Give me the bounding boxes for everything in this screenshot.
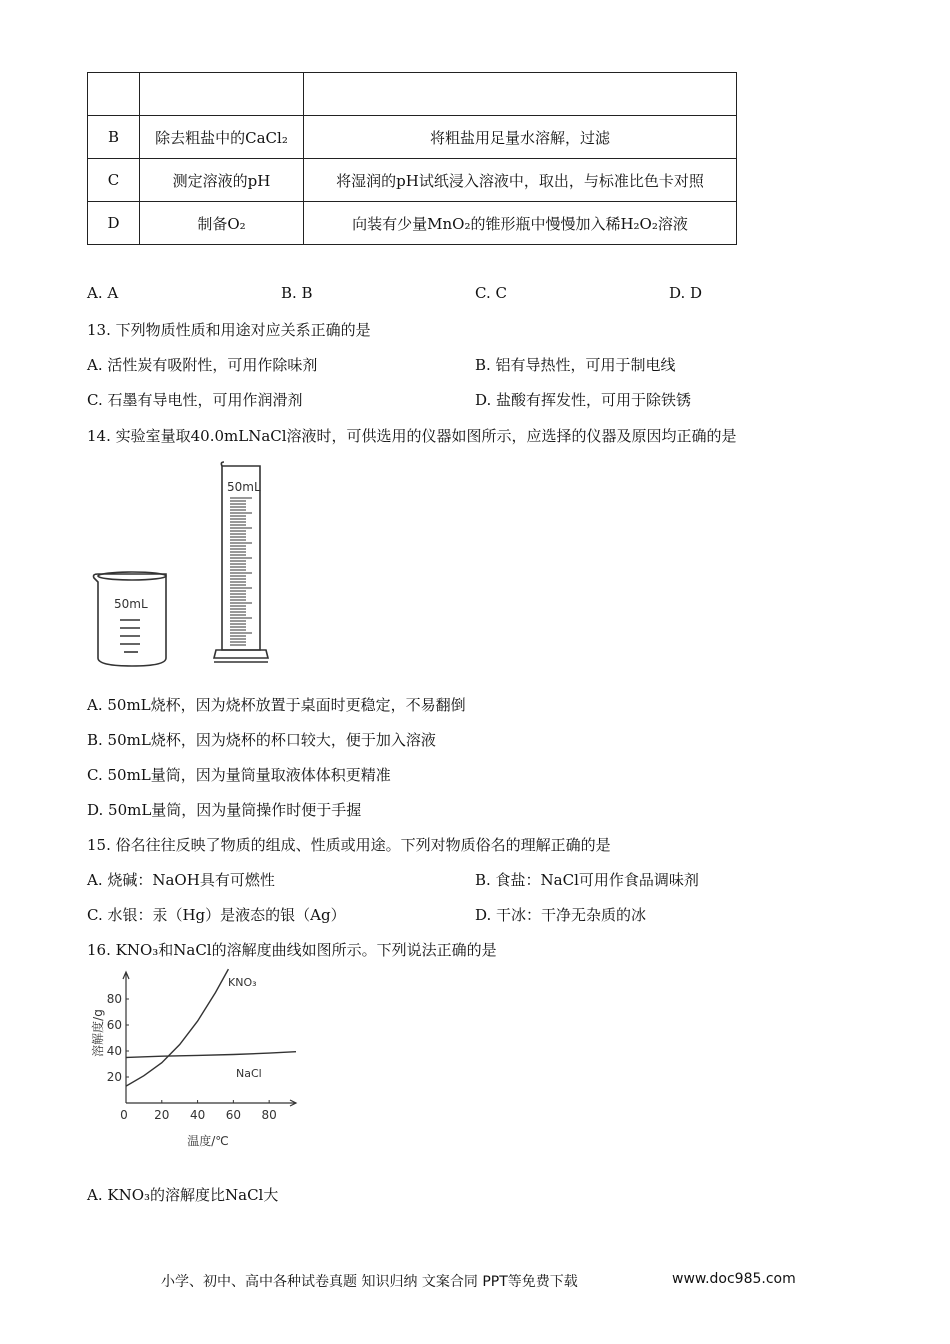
q15-option-c: C. 水银：汞（Hg）是液态的银（Ag） [87, 906, 346, 924]
solubility-chart [86, 968, 306, 1153]
lab-instruments-figure [88, 458, 308, 670]
x-tick-label: 80 [261, 1108, 277, 1122]
table-row [88, 159, 737, 202]
table-cell-label: C [88, 159, 140, 202]
cylinder-label: 50mL [227, 480, 261, 494]
table-cell-label: D [88, 202, 140, 245]
x-tick-label: 20 [154, 1108, 170, 1122]
q13-option-b: B. 铝有导热性，可用于制电线 [475, 356, 676, 374]
y-tick-label: 80 [106, 992, 122, 1006]
q15-option-b: B. 食盐：NaCl可用作食品调味剂 [475, 871, 699, 889]
table-cell-purpose: 测定溶液的pH [140, 159, 304, 202]
series-line-kno3 [126, 969, 228, 1086]
table-cell-label [88, 73, 140, 116]
q14-option-c: C. 50mL量筒，因为量筒量取液体体积更精准 [87, 766, 391, 784]
table-cell-method: 将粗盐用足量水溶解，过滤 [304, 116, 737, 159]
y-tick-label: 20 [106, 1070, 122, 1084]
table-cell-purpose: 制备O₂ [140, 202, 304, 245]
q16-stem: 16. KNO₃和NaCl的溶解度曲线如图所示。下列说法正确的是 [87, 941, 497, 959]
table-cell-purpose: 除去粗盐中的CaCl₂ [140, 116, 304, 159]
legend-label-nacl: NaCl [236, 1067, 262, 1080]
x-tick-label: 60 [225, 1108, 242, 1122]
q12-option-b: B. B [281, 284, 313, 302]
question-table [87, 72, 737, 245]
q15-option-d: D. 干冰：干净无杂质的冰 [475, 906, 647, 924]
y-tick-label: 40 [106, 1044, 122, 1058]
q12-option-a: A. A [87, 284, 119, 302]
q16-option-a: A. KNO₃的溶解度比NaCl大 [87, 1186, 279, 1204]
q13-stem: 13. 下列物质性质和用途对应关系正确的是 [87, 321, 371, 339]
q14-option-d: D. 50mL量筒，因为量筒操作时便于手握 [87, 801, 362, 819]
q14-option-b: B. 50mL烧杯，因为烧杯的杯口较大，便于加入溶液 [87, 731, 436, 749]
x-tick-label: 40 [189, 1108, 206, 1122]
q13-option-c: C. 石墨有导电性，可用作润滑剂 [87, 391, 303, 409]
footer-url[interactable]: www.doc985.com [672, 1271, 796, 1287]
y-axis-label: 溶解度/g [91, 1009, 105, 1057]
table-row [88, 116, 737, 159]
x-axis-label: 温度/℃ [187, 1134, 229, 1148]
q14-option-a: A. 50mL烧杯，因为烧杯放置于桌面时更稳定，不易翻倒 [87, 696, 466, 714]
q13-option-a: A. 活性炭有吸附性，可用作除味剂 [87, 356, 318, 374]
table-cell-method: 将湿润的pH试纸浸入溶液中，取出，与标准比色卡对照 [304, 159, 737, 202]
table-cell-purpose [140, 73, 304, 116]
footer-text: 小学、初中、高中各种试卷真题 知识归纳 文案合同 PPT等免费下载 [161, 1274, 578, 1290]
q12-option-c: C. C [475, 284, 507, 302]
beaker-label: 50mL [114, 597, 148, 611]
table-cell-method: 向装有少量MnO₂的锥形瓶中慢慢加入稀H₂O₂溶液 [304, 202, 737, 245]
table-cell-method [304, 73, 737, 116]
x-tick-label: 0 [120, 1108, 128, 1122]
q12-option-d: D. D [669, 284, 703, 302]
q13-option-d: D. 盐酸有挥发性，可用于除铁锈 [475, 391, 692, 409]
table-cell-label: B [88, 116, 140, 159]
q14-stem: 14. 实验室量取40.0mLNaCl溶液时，可供选用的仪器如图所示，应选择的仪器及原因均正确的是 [87, 427, 737, 445]
q15-stem: 15. 俗名往往反映了物质的组成、性质或用途。下列对物质俗名的理解正确的是 [87, 836, 611, 854]
beaker-icon [94, 572, 167, 666]
table-row [88, 73, 737, 116]
series-line-nacl [126, 1052, 296, 1058]
y-tick-label: 60 [106, 1018, 122, 1032]
table-row [88, 202, 737, 245]
legend-label-kno3: KNO₃ [228, 976, 257, 989]
q15-option-a: A. 烧碱：NaOH具有可燃性 [87, 871, 275, 889]
